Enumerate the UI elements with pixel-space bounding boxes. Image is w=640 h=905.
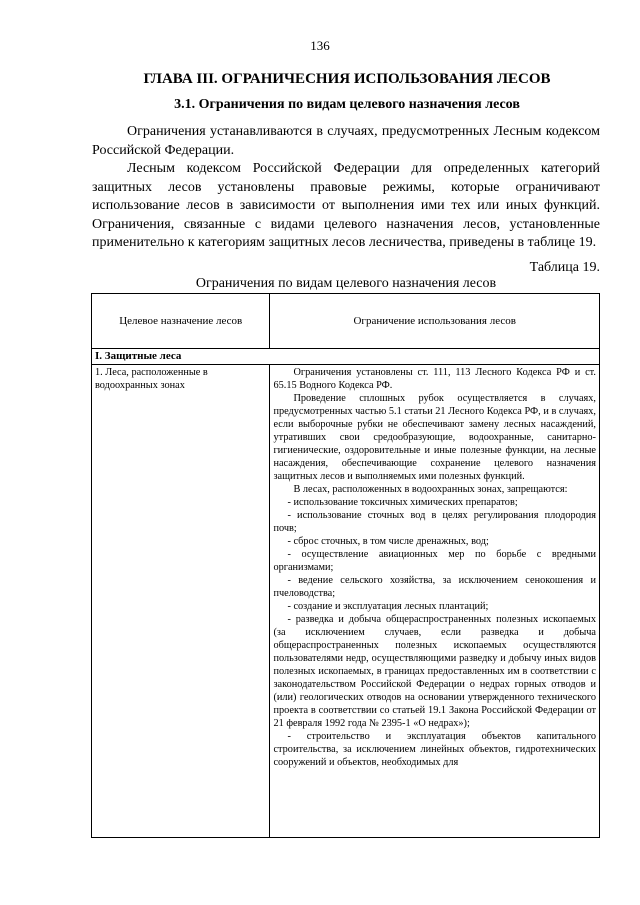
table-number: Таблица 19.: [529, 260, 600, 275]
paragraph-text: Ограничения устанавливаются в случаях, предусмотренных Лесным кодексом Российской Федерации.: [92, 124, 600, 158]
restriction-item: - ведение сельского хозяйства, за исключением сенокошения и пчеловодства;: [273, 575, 596, 599]
restriction-item: - использование сточных вод в целях регулирования плодородия почв;: [273, 510, 596, 534]
row-category: 1. Леса, расположенные в водоохранных зонах: [92, 365, 270, 838]
restrictions-table: [91, 293, 600, 838]
paragraph-text: Лесным кодексом Российской Федерации для определенных категорий защитных лесов установлены правовые режимы, которые ограничивают использование лесов в зависимости от выполнения ими тех или иных функций. Ограничения, связанные с видами целевого назначения лесов, установленные применительно к категориям защитных лесов лесничества, приведены в таблице 19.: [92, 161, 600, 251]
restriction-item: - использование токсичных химических препаратов;: [287, 497, 518, 508]
restriction-item: - создание и эксплуатация лесных плантаций;: [287, 601, 489, 612]
row-restrictions: [270, 365, 600, 838]
restriction-item: - сброс сточных, в том числе дренажных, вод;: [287, 536, 489, 547]
paragraph-2: [92, 160, 600, 253]
table-row: [92, 365, 600, 838]
table-section-row: [92, 349, 600, 365]
table-caption: Ограничения по видам целевого назначения лесов: [195, 276, 497, 291]
paragraph-1: [92, 123, 600, 160]
restriction-item: - разведка и добыча общераспространенных полезных ископаемых (за исключением случаев, если разведка и добыча общераспространенных полезных ископаемых осуществляются пользователями недр, осуществляющими разведку и добычу иных видов полезных ископаемых, в границах предоставленных им в соответствии с законодательством Российской Федерации о недрах горных отводов и (или) геологических отводов на основании утвержденного технического проекта в соответствии со статьей 19.1 Закона Российской Федерации от 21 февраля 1992 года № 2395-1 «О недрах»);: [273, 614, 596, 729]
restriction-item: Проведение сплошных рубок осуществляется в случаях, предусмотренных частью 5.1 статьи 21 Лесного Кодекса РФ, и в случаях, если выборочные рубки не обеспечивают замену лесных насаждений, утративших свои средообразующие, водоохранные, санитарно-гигиенические, оздоровительные и иные полезные функции, на лесные насаждения, обеспечивающие сохранение целевого назначения защитных лесов и выполняемых ими полезных функций.: [273, 393, 596, 482]
restriction-item: - строительство и эксплуатация объектов капитального строительства, за исключением линейных объектов, гидротехнических сооружений и объектов, необходимых для: [273, 731, 596, 768]
table-header-row: [92, 294, 600, 349]
page-number: 136: [310, 38, 330, 53]
restriction-item: Ограничения установлены ст. 111, 113 Лесного Кодекса РФ и ст. 65.15 Водного Кодекса РФ.: [273, 367, 596, 391]
restriction-item: В лесах, расположенных в водоохранных зонах, запрещаются:: [293, 484, 568, 495]
column-header-restriction: Ограничение использования лесов: [270, 294, 600, 349]
section-title: 3.1. Ограничения по видам целевого назначения лесов: [174, 97, 520, 112]
section-row-label: I. Защитные леса: [92, 349, 600, 365]
column-header-purpose: Целевое назначение лесов: [92, 294, 270, 349]
restriction-item: - осуществление авиационных мер по борьбе с вредными организмами;: [273, 549, 596, 573]
chapter-title: ГЛАВА III. ОГРАНИЧЕСНИЯ ИСПОЛЬЗОВАНИЯ ЛЕСОВ: [143, 71, 551, 87]
